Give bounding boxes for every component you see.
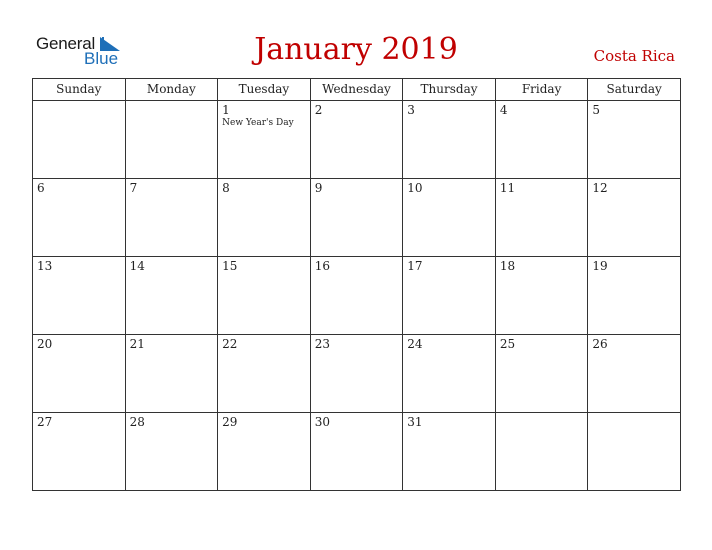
day-cell bbox=[218, 413, 311, 491]
day-number: 16 bbox=[314, 259, 330, 273]
day-cell bbox=[33, 257, 126, 335]
day-number: 29 bbox=[222, 415, 238, 429]
day-cell bbox=[33, 335, 126, 413]
day-cell bbox=[218, 179, 311, 257]
week-row bbox=[33, 101, 681, 179]
day-number: 5 bbox=[592, 103, 601, 117]
logo-blue-text: Blue bbox=[84, 49, 119, 68]
day-number: 2 bbox=[314, 103, 323, 117]
day-cell bbox=[125, 257, 218, 335]
day-cell bbox=[33, 413, 126, 491]
day-cell bbox=[495, 335, 588, 413]
day-cell bbox=[588, 101, 681, 179]
calendar-title: January 2019 bbox=[254, 32, 458, 67]
day-cell bbox=[125, 101, 218, 179]
day-cell bbox=[310, 257, 403, 335]
day-cell bbox=[588, 179, 681, 257]
day-number: 1 bbox=[222, 103, 230, 117]
day-number: 8 bbox=[222, 181, 230, 195]
day-number: 27 bbox=[37, 415, 53, 429]
weekday-header-row bbox=[33, 79, 681, 101]
day-number: 11 bbox=[499, 181, 516, 195]
country-name: Costa Rica bbox=[593, 47, 675, 65]
day-number: 12 bbox=[592, 181, 608, 195]
day-cell bbox=[403, 257, 496, 335]
day-cell bbox=[588, 335, 681, 413]
day-cell bbox=[403, 101, 496, 179]
weekday-header: Friday bbox=[495, 79, 588, 101]
day-cell bbox=[125, 413, 218, 491]
week-row bbox=[33, 257, 681, 335]
day-cell bbox=[403, 335, 496, 413]
day-number: 13 bbox=[37, 259, 53, 273]
day-cell bbox=[403, 179, 496, 257]
day-cell bbox=[310, 101, 403, 179]
day-number bbox=[33, 101, 125, 103]
logo-general-text: General bbox=[36, 34, 96, 53]
day-cell bbox=[588, 413, 681, 491]
day-number: 4 bbox=[499, 103, 508, 117]
weekday-header: Saturday bbox=[588, 79, 681, 101]
weekday-header: Monday bbox=[125, 79, 218, 101]
day-cell bbox=[403, 413, 496, 491]
week-row bbox=[33, 413, 681, 491]
week-row bbox=[33, 335, 681, 413]
day-cell bbox=[125, 335, 218, 413]
day-cell bbox=[310, 413, 403, 491]
day-number: 28 bbox=[129, 415, 145, 429]
day-cell bbox=[218, 101, 311, 179]
holiday-label: New Year's Day bbox=[222, 118, 294, 128]
day-cell bbox=[33, 179, 126, 257]
day-cell bbox=[495, 101, 588, 179]
weekday-header: Thursday bbox=[403, 79, 496, 101]
day-number bbox=[588, 413, 680, 415]
day-number: 3 bbox=[407, 103, 415, 117]
week-row bbox=[33, 179, 681, 257]
day-number: 17 bbox=[407, 259, 423, 273]
day-number: 30 bbox=[314, 415, 330, 429]
day-cell bbox=[310, 179, 403, 257]
day-cell bbox=[588, 257, 681, 335]
weekday-header: Tuesday bbox=[218, 79, 311, 101]
day-number: 18 bbox=[499, 259, 516, 273]
weekday-header: Sunday bbox=[33, 79, 126, 101]
weekday-header: Wednesday bbox=[310, 79, 403, 101]
day-number: 9 bbox=[314, 181, 323, 195]
day-number: 10 bbox=[407, 181, 423, 195]
day-number bbox=[126, 101, 218, 103]
day-number: 31 bbox=[407, 415, 423, 429]
day-cell bbox=[218, 335, 311, 413]
day-number: 26 bbox=[592, 337, 608, 351]
day-cell bbox=[310, 335, 403, 413]
day-number: 15 bbox=[222, 259, 238, 273]
day-number: 24 bbox=[407, 337, 423, 351]
day-cell bbox=[33, 101, 126, 179]
day-number bbox=[496, 413, 588, 415]
day-number: 7 bbox=[129, 181, 138, 195]
day-number: 6 bbox=[37, 181, 45, 195]
day-cell bbox=[125, 179, 218, 257]
day-cell bbox=[495, 179, 588, 257]
day-cell bbox=[218, 257, 311, 335]
day-number: 14 bbox=[129, 259, 145, 273]
day-number: 25 bbox=[499, 337, 516, 351]
day-cell bbox=[495, 257, 588, 335]
day-number: 21 bbox=[129, 337, 145, 351]
day-number: 22 bbox=[222, 337, 238, 351]
day-cell bbox=[495, 413, 588, 491]
month-calendar bbox=[32, 78, 681, 491]
day-number: 20 bbox=[37, 337, 53, 351]
day-number: 23 bbox=[314, 337, 330, 351]
day-number: 19 bbox=[592, 259, 608, 273]
